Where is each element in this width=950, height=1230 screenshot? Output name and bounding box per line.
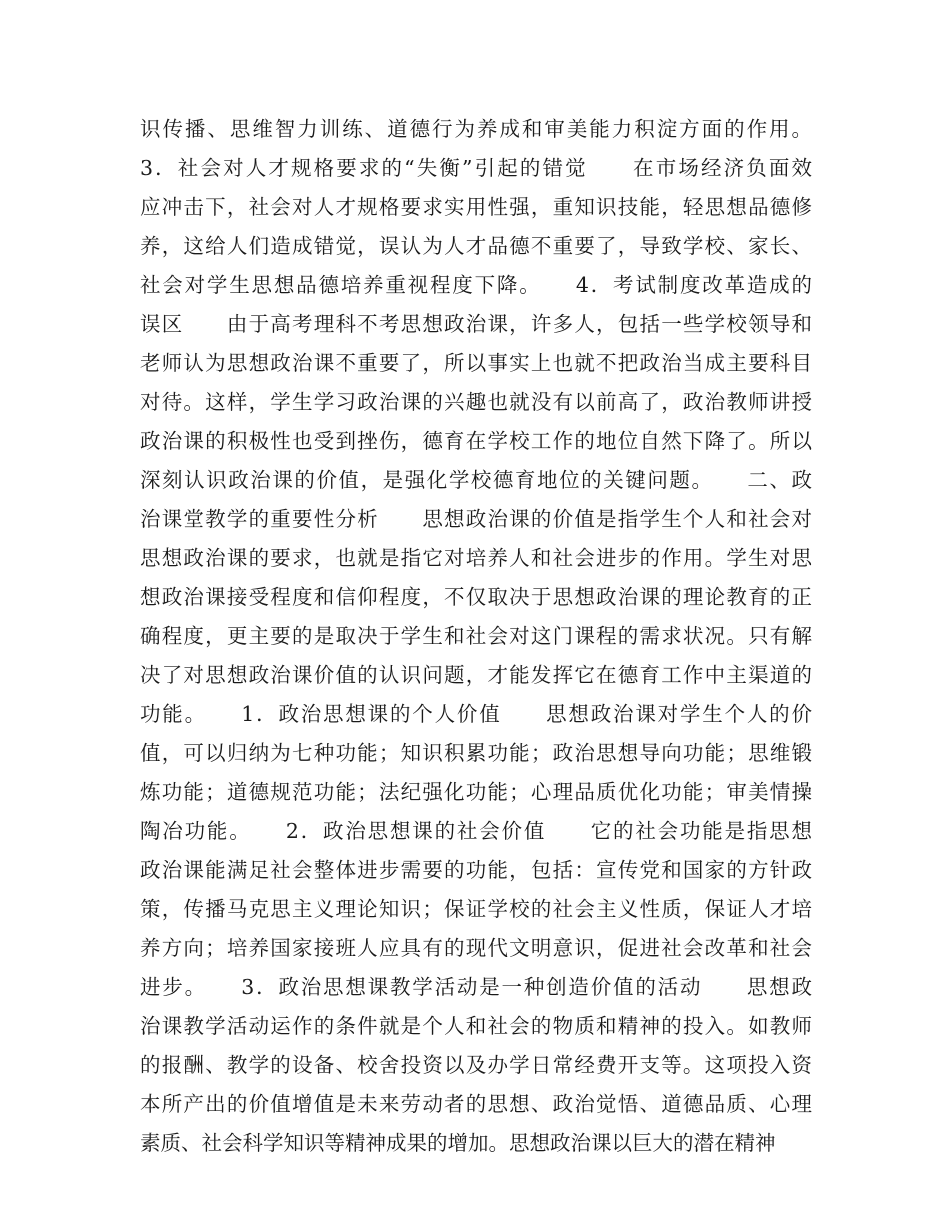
text-line: 养，这给人们造成错觉，误认为人才品德不重要了，导致学校、家长、 bbox=[140, 234, 812, 258]
text-line: 功能。 1．政治思想课的个人价值 思想政治课对学生个人的价 bbox=[140, 702, 812, 726]
text-line: 政治课能满足社会整体进步需要的功能，包括：宣传党和国家的方针政 bbox=[140, 858, 812, 882]
body-text bbox=[140, 110, 812, 1163]
text-line: 陶冶功能。 2．政治思想课的社会价值 它的社会功能是指思想 bbox=[140, 819, 812, 843]
text-line: 养方向；培养国家接班人应具有的现代文明意识，促进社会改革和社会 bbox=[140, 936, 812, 960]
text-line: 的报酬、教学的设备、校舍投资以及办学日常经费开支等。这项投入资 bbox=[140, 1053, 812, 1077]
text-line: 老师认为思想政治课不重要了，所以事实上也就不把政治当成主要科目 bbox=[140, 351, 812, 375]
text-line: 想政治课接受程度和信仰程度，不仅取决于思想政治课的理论教育的正 bbox=[140, 585, 812, 609]
text-line: 策，传播马克思主义理论知识；保证学校的社会主义性质，保证人才培 bbox=[140, 897, 812, 921]
text-line: 应冲击下，社会对人才规格要求实用性强，重知识技能，轻思想品德修 bbox=[140, 195, 812, 219]
text-line: 本所产出的价值增值是未来劳动者的思想、政治觉悟、道德品质、心理 bbox=[140, 1092, 812, 1116]
text-line: 素质、社会科学知识等精神成果的增加。思想政治课以巨大的潜在精神 bbox=[140, 1131, 776, 1155]
text-line: 治课堂教学的重要性分析 思想政治课的价值是指学生个人和社会对 bbox=[140, 507, 812, 531]
text-line: 确程度，更主要的是取决于学生和社会对这门课程的需求状况。只有解 bbox=[140, 624, 812, 648]
text-line: 3．社会对人才规格要求的“失衡”引起的错觉 在市场经济负面效 bbox=[140, 156, 812, 180]
text-line: 社会对学生思想品德培养重视程度下降。 4．考试制度改革造成的 bbox=[140, 273, 812, 297]
text-line: 对待。这样，学生学习政治课的兴趣也就没有以前高了，政治教师讲授 bbox=[140, 390, 812, 414]
text-line: 政治课的积极性也受到挫伤，德育在学校工作的地位自然下降了。所以 bbox=[140, 429, 812, 453]
text-line: 治课教学活动运作的条件就是个人和社会的物质和精神的投入。如教师 bbox=[140, 1014, 812, 1038]
text-line: 值，可以归纳为七种功能；知识积累功能；政治思想导向功能；思维锻 bbox=[140, 741, 812, 765]
text-line: 误区 由于高考理科不考思想政治课，许多人，包括一些学校领导和 bbox=[140, 312, 812, 336]
text-line: 决了对思想政治课价值的认识问题，才能发挥它在德育工作中主渠道的 bbox=[140, 663, 812, 687]
text-line: 进步。 3．政治思想课教学活动是一种创造价值的活动 思想政 bbox=[140, 975, 812, 999]
text-line: 识传播、思维智力训练、道德行为养成和审美能力积淀方面的作用。 bbox=[140, 117, 812, 141]
text-line: 思想政治课的要求，也就是指它对培养人和社会进步的作用。学生对思 bbox=[140, 546, 812, 570]
text-line: 炼功能；道德规范功能；法纪强化功能；心理品质优化功能；审美情操 bbox=[140, 780, 812, 804]
text-line: 深刻认识政治课的价值，是强化学校德育地位的关键问题。 二、政 bbox=[140, 468, 812, 492]
